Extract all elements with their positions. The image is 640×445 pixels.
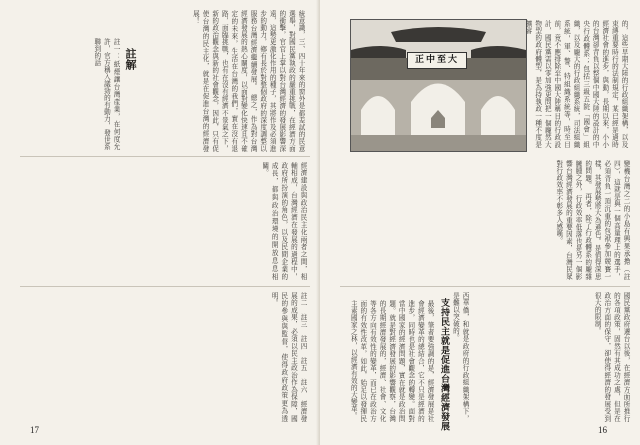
footnote-1: 註一：紙煙讓台灣產業，在何度允許，官方稱入議勁的有動力，發世系聯到的話 [92,38,120,150]
left-body-bottom: 註二 註三 註四 註五 註六 經濟發展的成果，必須以民主政治作為保障，國民的參與與監督，使得政府政策更為透明。 [270,292,307,422]
right-page [320,0,640,445]
page-number: 17 [30,425,39,435]
right-body-lower-right: 國民黨政府遷台以後，在經濟方面所推行的各項政策，固然有其成功之處，但是在政治方面的保守，卻使得經濟的發展受到很大的限制。 [593,292,630,422]
right-body-middle: 變機台灣之二的小島有興果承擔（註四），這就是與一個高量理上的選手，必須背負一頂沉重的包袱參加競賽一樣，其發展勢將大為遜色。是值得深思的問題。 再者，除了行政體系的龐雜臃腫之外，行政效率低落也是另一個影響台灣經濟發展的重要因素，台灣民眾對行政效率不彰多人感嘆。 [554,160,630,280]
divider [340,286,630,287]
page-number: 16 [598,425,607,435]
photo-memorial-gate [350,19,527,152]
left-body-middle: 經濟建設與政治民主化兩者之間，相輔相成，台灣經濟在發展的過程中，政府所扮演的角色，以及民間企業的成長，都與政治環境的開放息息相關。 [260,162,307,280]
notes-heading: 註解 [124,48,137,70]
left-body-top: 統意識，三、四十年來的窗外是都差試的民意選舉，對國民黨執政的嚴重挑戰，在經濟方面的衝擊，官官上掌以對台灣經濟的發展影響深遠，這勢更激化作用的種子，其將作及必須進步的動力，鄉有長於對整個政府的深度調整以服務台灣經濟繼續發展。 總之，作為對台灣經濟發展的熱心關度，以面對變化快速且不確定的未來，生活在台灣的我們，實在沒有退路，面臨挑戰，也有在沒有經濟不景氣之下，新的政治觀念與新的社會觀念，因此，只有促使台灣的民主化，就是在促進台灣的經濟發展！ [191,10,305,152]
divider [20,156,310,157]
right-body-lower-mid: 西華僑，和就是政府的行政組織架構下，是難以突破的。 [451,292,469,422]
gate-sign: 正中至大 [407,52,467,69]
right-body-top: 的，這些早期大陸的行政組織架構，以及束縛重要時行的法制規定，某已經是過時經濟社會的進步，與動，長期以來，小小的台灣卻背負以整個中國大陸的設計的中央行政體系；包括三級五院「國會」組織，以及龐大的行政組織系統，司法組織系統，軍、警、特組織系統等，時至目前，竟不應排除至中國大陸稱目的行政設計，國民黨需以零加強更問把一個龐然大物型的政府體型，是為持執政一種不度是擴審 [524,20,628,148]
gate-illustration [351,20,526,151]
section-title: 支持民主就是促進台灣經濟發展 [439,298,449,431]
divider [20,286,310,287]
section-body: 最後，筆者要強調的是，經濟發展是社會經濟變革的總結合，它不只是經濟的進步，同時也是社會觀念的轉變。面對當中國家的經濟問題，實在就是政治問題。就是對經濟發展的影響觀察，台灣的長期經濟發展的，經濟、社會、文化等各方向有效性的變革，而已在政治方面的有效性改革，如此，始足以發揮民主素國家之林，以經濟有效的大變革。 [349,300,434,422]
